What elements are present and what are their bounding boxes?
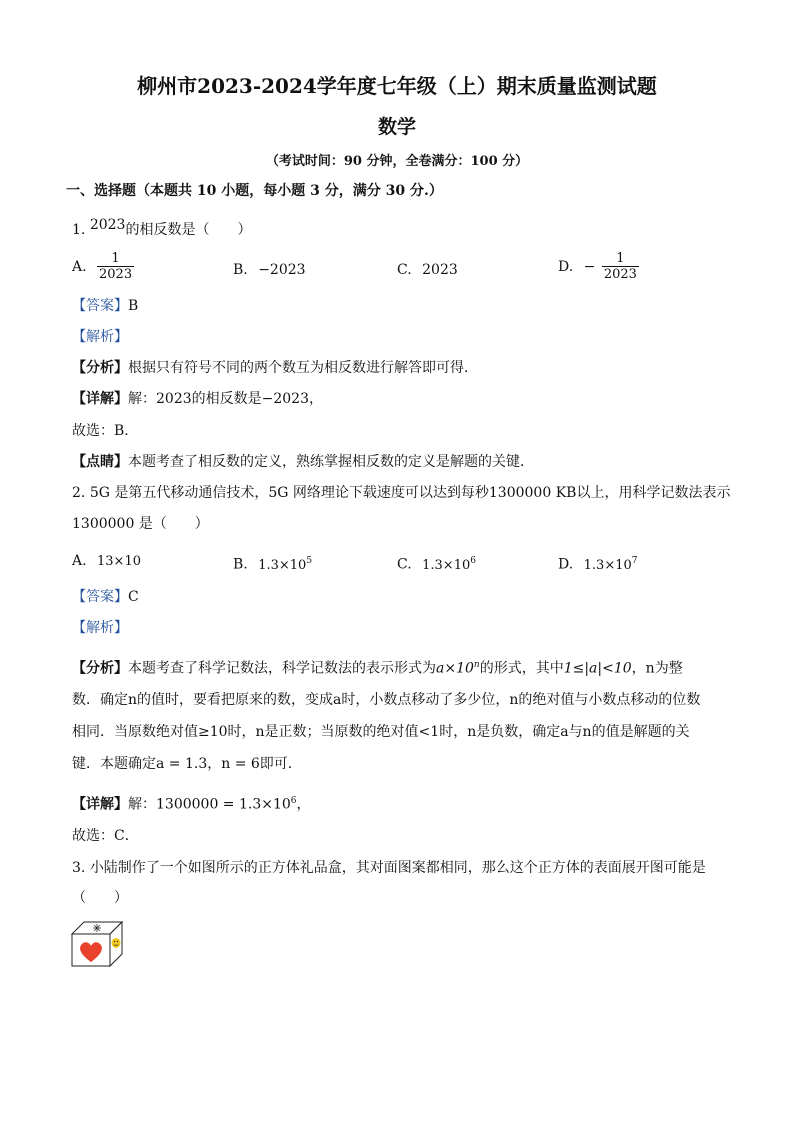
q2-choose: 故选：C． [72, 828, 139, 844]
option-label: A. [72, 259, 87, 275]
detail-tag: 【详解】 [72, 391, 128, 407]
exam-title: 柳州市2023-2024学年度七年级（上）期末质量监测试题 [137, 74, 657, 98]
q3-number: 3. [72, 860, 86, 876]
q3-stem-text: 小陆制作了一个如图所示的正方体礼品盒，其对面图案都相同，那么这个正方体的表面展开图可能是 [89, 860, 706, 876]
q1-value: 2023 [89, 217, 126, 233]
q2-analysis-tag: 【解析】 [72, 620, 128, 636]
fenxi-text: ，n为整 [631, 660, 683, 677]
q2-option-a [72, 551, 141, 572]
subject-title: 数学 [377, 116, 416, 138]
option-label: D. [558, 556, 574, 573]
q1-number: 1. [72, 222, 86, 238]
option-label: B. [233, 262, 248, 278]
minus-sign: − [583, 259, 596, 275]
fenxi-text: 的形式，其中 [479, 660, 564, 677]
numerator: 1 [616, 251, 625, 266]
q1-comment [72, 452, 534, 472]
detail-text: 解：1300000 = 1.3×10 [128, 796, 291, 813]
option-label: B. [233, 556, 248, 573]
fenxi-tag: 【分析】 [72, 660, 128, 677]
q2-number: 2. [72, 485, 86, 501]
q2-answer [72, 587, 139, 607]
gift-box-cube-figure [70, 920, 126, 970]
answer-tag: 【答案】 [72, 589, 128, 605]
detail-text: 解：2023的相反数是−2023， [128, 391, 323, 407]
q2-detail [72, 791, 311, 815]
option-exponent: 5 [306, 556, 313, 566]
option-label: D. [558, 259, 574, 275]
option-label: A. [72, 553, 87, 569]
fraction [97, 252, 134, 282]
q1-stem-text: 的相反数是（ ） [125, 222, 252, 238]
q1-option-c [397, 260, 458, 280]
detail-tag: 【详解】 [72, 796, 128, 813]
q1-option-d [558, 252, 639, 282]
detail-exponent: 6 [290, 796, 297, 806]
section-heading: 一、选择题（本题共 10 小题，每小题 3 分，满分 30 分.） [66, 183, 443, 199]
q2-option-d [558, 551, 637, 576]
fenxi-text: 根据只有符号不同的两个数互为相反数进行解答即可得． [128, 360, 478, 376]
q1-stem [72, 217, 252, 240]
q2-option-b [233, 551, 312, 576]
smiley-icon [112, 938, 121, 948]
q1-option-b [233, 260, 306, 280]
option-label: C. [397, 262, 412, 278]
math-expression: a×10 [436, 660, 474, 677]
comment-tag: 【点睛】 [72, 454, 128, 470]
answer-value: B [128, 298, 139, 314]
fenxi-text: 本题考查了科学记数法，科学记数法的表示形式为 [128, 660, 436, 677]
exam-info: （考试时间：90 分钟，全卷满分：100 分） [265, 154, 529, 169]
math-exponent: n [473, 660, 480, 670]
snowflake-icon [93, 924, 101, 932]
q3-stem-line1 [72, 858, 706, 878]
option-text: 2023 [422, 262, 458, 278]
math-condition: 1≤|a|<10 [563, 660, 632, 677]
detail-text: ， [296, 796, 311, 813]
q2-fenxi-line2: 数．确定n的值时，要看把原来的数，变成a时，小数点移动了多少位，n的绝对值与小数点移动的位数 [72, 692, 701, 708]
option-text: −2023 [258, 262, 306, 278]
denominator: 2023 [603, 267, 637, 282]
q3-stem-line2: （ ） [72, 890, 128, 906]
fenxi-tag: 【分析】 [72, 360, 128, 376]
q1-choose: 故选：B． [72, 423, 139, 439]
q1-detail [72, 389, 323, 409]
option-label: C. [397, 556, 412, 573]
option-base: 1.3×10 [583, 557, 632, 573]
option-exponent: 7 [631, 556, 638, 566]
option-exponent: 6 [470, 556, 476, 566]
comment-text: 本题考查了相反数的定义，熟练掌握相反数的定义是解题的关键． [128, 454, 534, 470]
q1-fenxi [72, 358, 478, 378]
q1-answer [72, 296, 138, 316]
numerator: 1 [111, 251, 120, 266]
answer-value: C [128, 589, 139, 605]
q1-option-a [72, 252, 134, 282]
q2-option-c [397, 551, 476, 576]
q2-fenxi-line1 [72, 655, 683, 679]
option-text: 13×10 [97, 554, 141, 569]
denominator: 2023 [99, 267, 133, 282]
q1-analysis-tag: 【解析】 [72, 329, 128, 345]
q2-fenxi-line4: 键．本题确定a = 1.3，n = 6即可． [72, 756, 302, 772]
answer-tag: 【答案】 [72, 298, 128, 314]
q2-stem-line1 [72, 483, 730, 503]
q2-stem-line2: 1300000 是（ ） [72, 516, 209, 532]
q2-stem-text: 5G 是第五代移动通信技术，5G 网络理论下载速度可以达到每秒1300000 KB以上，用科学记数法表示 [89, 485, 731, 501]
fraction [602, 252, 639, 282]
option-base: 1.3×10 [422, 557, 471, 573]
q2-fenxi-line3: 相同．当原数绝对值≥10时，n是正数；当原数的绝对值<1时，n是负数，确定a与n的值是解题的关 [72, 724, 690, 740]
option-base: 1.3×10 [258, 557, 307, 573]
